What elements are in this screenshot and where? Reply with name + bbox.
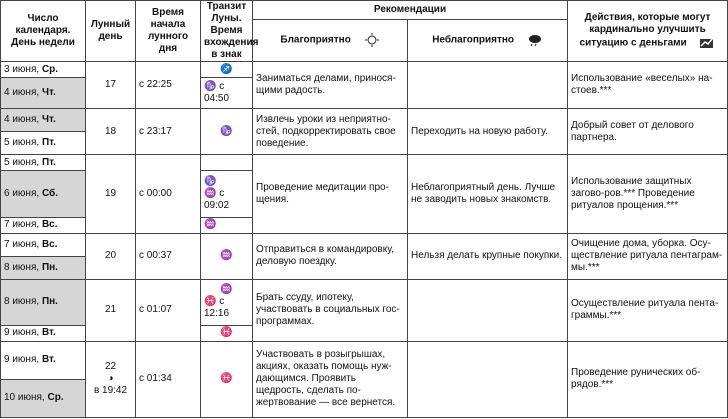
start-time: с 00:37: [136, 233, 201, 279]
sun-icon: [364, 33, 380, 47]
lunar-day: 17: [86, 62, 136, 109]
date-cell: 5 июня, Пт.: [1, 155, 86, 171]
start-time: с 01:07: [136, 279, 201, 341]
header-actions: [568, 1, 728, 62]
cloud-rain-icon: [527, 33, 543, 47]
date-cell: 4 июня, Чт.: [1, 109, 86, 132]
unfavorable-text: Неблагоприятный день. Лучше не заводить новых знакомств.: [408, 155, 568, 233]
date-cell: 5 июня, Пт.: [1, 132, 86, 155]
transit-sign-pair: [201, 279, 253, 325]
header-unfavorable-label: Неблагоприятно: [432, 35, 515, 47]
lunar-day-cell: [86, 341, 136, 417]
date-cell: 3 июня, Ср.: [1, 62, 86, 78]
actions-text: Проведение рунических об-рядов.***: [568, 341, 728, 417]
transit-sign: ♓: [201, 325, 253, 341]
date-cell: 9 июня, Вт.: [1, 341, 86, 379]
transit-sign: ♓ с 12:16: [204, 296, 230, 320]
start-time: с 23:17: [136, 109, 201, 155]
header-favorable-label: Благоприятно: [280, 35, 351, 47]
favorable-text: Проведение медитации про-щения.: [253, 155, 408, 233]
transit-sign: ♒: [220, 284, 233, 296]
lunar-day: 20: [86, 233, 136, 279]
lunar-day: 18: [86, 109, 136, 155]
actions-text: Добрый совет от делового партнера.: [568, 109, 728, 155]
money-chart-icon: [699, 36, 715, 50]
header-start-time: Время начала лунного дня: [136, 1, 201, 62]
transit-sign: [201, 155, 253, 171]
date-cell: 10 июня, Ср.: [1, 379, 86, 417]
unfavorable-text: Переходить на новую работу.: [408, 109, 568, 155]
start-time: с 22:25: [136, 62, 201, 109]
favorable-text: Отправиться в командировку, деловую поездку.: [253, 233, 408, 279]
actions-text: Очищение дома, уборка. Осу-ществление ритуала пентаграм-мы.***: [568, 233, 728, 279]
header-date: Число календаря. День недели: [1, 1, 86, 62]
actions-text: Осуществление ритуала пента-граммы.***: [568, 279, 728, 341]
start-time: с 01:34: [136, 341, 201, 417]
header-recommendations: Рекомендации: [253, 1, 568, 20]
moon-phase-icon: ◑: [107, 373, 114, 385]
favorable-text: Брать ссуду, ипотеку, участвовать в социальных гос-программах.: [253, 279, 408, 341]
header-lunar-day: Лунный день: [86, 1, 136, 62]
transit-sign: ♐: [201, 62, 253, 78]
header-unfavorable: [408, 19, 568, 61]
favorable-text: Участвовать в розыгрышах, акциях, оказать помощь нуж-дающимся. Проявить щедрость, сделать по-жертвование — все вернется.: [253, 341, 408, 417]
unfavorable-text: [408, 62, 568, 109]
actions-text: Использование защитных загово-ров.*** Проведение ритуалов прощения.***: [568, 155, 728, 233]
header-transit: Транзит Луны. Время вхождения в знак: [201, 1, 253, 62]
favorable-text: Извлечь уроки из неприятно-стей, подкорректировать свое поведение.: [253, 109, 408, 155]
lunar-day: 19: [86, 155, 136, 233]
unfavorable-text: [408, 279, 568, 341]
unfavorable-text: Нельзя делать крупные покупки.: [408, 233, 568, 279]
moon-phase-time: в 19:42: [93, 385, 128, 397]
transit-sign: ♒: [201, 233, 253, 279]
lunar-day: 21: [86, 279, 136, 341]
actions-text: Использование «веселых» на-стоев.***: [568, 62, 728, 109]
transit-sign: ♑ с 04:50: [201, 78, 253, 109]
date-cell: 6 июня, Сб.: [1, 171, 86, 217]
transit-sign: ♑: [204, 176, 217, 187]
header-actions-label: Действия, которые могут кардинально улучшить ситуацию с деньгами: [579, 12, 711, 49]
date-cell: 8 июня, Пн.: [1, 279, 86, 325]
date-cell: 9 июня, Вт.: [1, 325, 86, 341]
date-cell: 8 июня, Пн.: [1, 256, 86, 279]
favorable-text: Заниматься делами, принося-щими радость.: [253, 62, 408, 109]
transit-sign-pair: [201, 171, 253, 217]
lunar-day: 22: [104, 361, 117, 373]
header-favorable: [253, 19, 408, 61]
date-cell: 7 июня, Вс.: [1, 233, 86, 256]
transit-sign: ♓: [201, 341, 253, 417]
transit-sign: ♒ с 09:02: [204, 188, 230, 211]
transit-sign: ♑: [201, 109, 253, 155]
unfavorable-text: [408, 341, 568, 417]
start-time: с 00:00: [136, 155, 201, 233]
date-cell: 4 июня, Чт.: [1, 78, 86, 109]
date-cell: 7 июня, Вс.: [1, 217, 86, 233]
transit-sign: ♒: [201, 217, 253, 233]
